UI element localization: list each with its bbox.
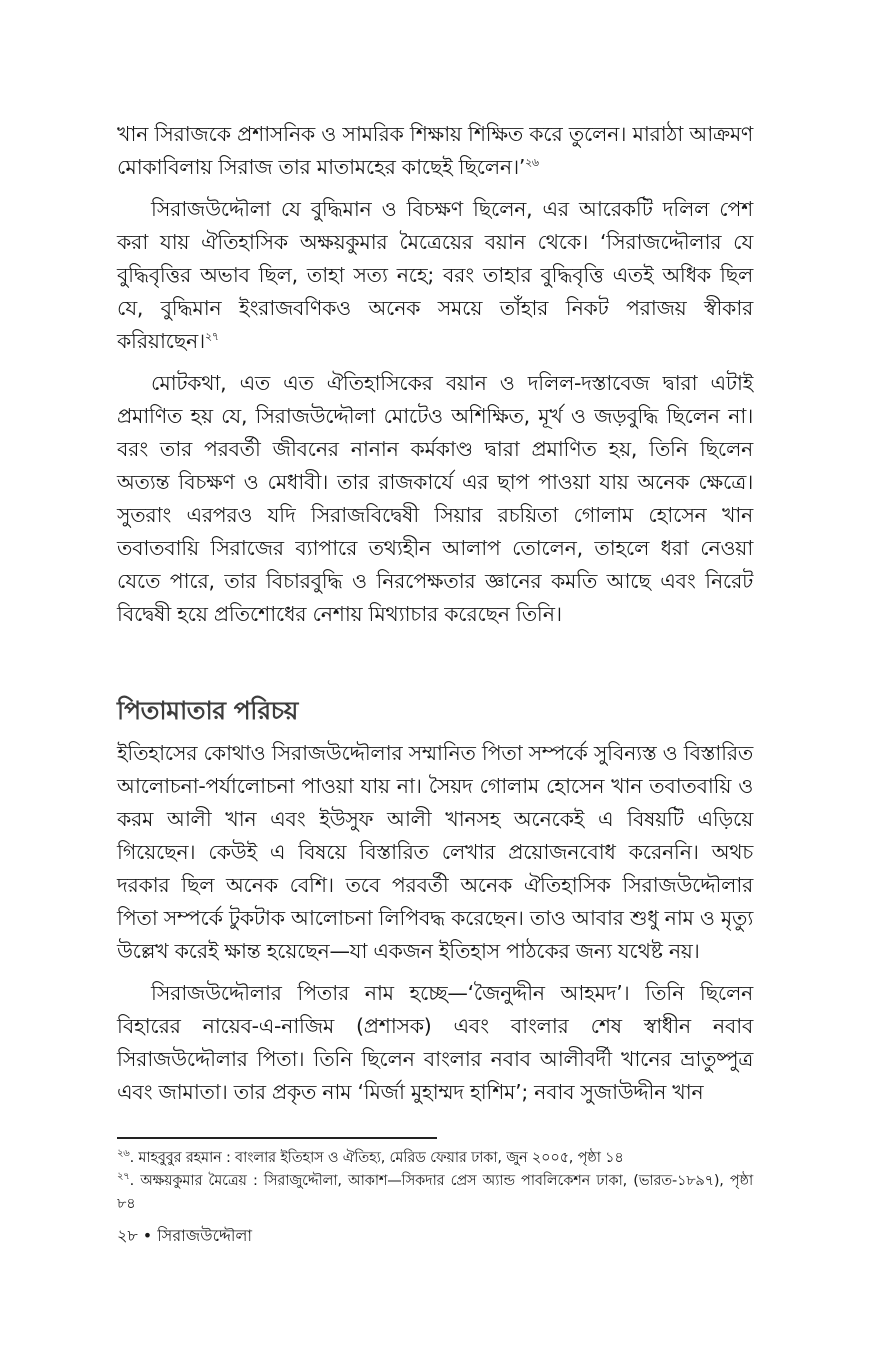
footnote-ref-27: ২৭ [204,330,219,344]
page-body [117,118,753,1109]
paragraph-3: মোটকথা, এত এত ঐতিহাসিকের বয়ান ও দলিল-দস্তাবেজ দ্বারা এটাই প্রমাণিত হয় যে, সিরাজউদ্দৌলা মোটেও অশিক্ষিত, মূর্খ ও জড়বুদ্ধি ছিলেন না। বরং তার পরবর্তী জীবনের নানান কর্মকাণ্ড দ্বারা প্রমাণিত হয়, তিনি ছিলেন অত্যন্ত বিচক্ষণ ও মেধাবী। তার রাজকার্যে এর ছাপ পাওয়া যায় অনেক ক্ষেত্রে। সুতরাং এরপরও যদি সিরাজবিদ্বেষী সিয়ার রচয়িতা গোলাম হোসেন খান তবাতবায়ি সিরাজের ব্যাপারে তথ্যহীন আলাপ তোলেন, তাহলে ধরা নেওয়া যেতে পারে, তার বিচারবুদ্ধি ও নিরপেক্ষতার জ্ঞানের কমতি আছে এবং নিরেট বিদ্বেষী হয়ে প্রতিশোধের নেশায় মিথ্যাচার করেছেন তিনি। [117,371,754,626]
footnote-27 [117,1170,753,1216]
footnote-ref-26: ২৬ [525,156,539,170]
page-footer [117,1224,252,1248]
footnote-text: . অক্ষয়কুমার মৈত্রেয় : সিরাজুদ্দৌলা, আকাশ—সিকদার প্রেস অ্যান্ড পাবলিকেশন ঢাকা, (ভারত-১৮৯৭), পৃষ্ঠা ৮৪ [117,1173,753,1212]
footnote-text: . মাহবুবুর রহমান : বাংলার ইতিহাস ও ঐতিহ্য, মেরিড ফেয়ার ঢাকা, জুন ২০০৫, পৃষ্ঠা ১৪ [129,1150,624,1166]
footnote-26 [117,1147,753,1170]
footnote-mark: ২৬ [117,1148,130,1160]
bullet-separator: • [142,1226,153,1245]
running-title: সিরাজউদ্দৌলা [157,1226,253,1245]
paragraph-1-text: খান সিরাজকে প্রশাসনিক ও সামরিক শিক্ষায় শিক্ষিত করে তুলেন। মারাঠা আক্রমণ মোকাবিলায় সিরাজ তার মাতামহের কাছেই ছিলেন।’ [117,122,753,179]
footnote-divider [117,1137,437,1139]
page-number: ২৮ [117,1226,138,1245]
paragraph-1 [117,118,753,184]
paragraph-4: ইতিহাসের কোথাও সিরাজউদ্দৌলার সম্মানিত পিতা সম্পর্কে সুবিন্যস্ত ও বিস্তারিত আলোচনা-পর্যালোচনা পাওয়া যায় না। সৈয়দ গোলাম হোসেন খান তবাতবায়ি ও করম আলী খান এবং ইউসুফ আলী খানসহ অনেকেই এ বিষয়টি এড়িয়ে গিয়েছেন। কেউই এ বিষয়ে বিস্তারিত লেখার প্রয়োজনবোধ করেননি। অথচ দরকার ছিল অনেক বেশি। তবে পরবর্তী অনেক ঐতিহাসিক সিরাজউদ্দৌলার পিতা সম্পর্কে টুকটাক আলোচনা লিপিবদ্ধ করেছেন। তাও আবার শুধু নাম ও মৃত্যু উল্লেখ করেই ক্ষান্ত হয়েছেন—যা একজন ইতিহাস পাঠকের জন্য যথেষ্ট নয়। [117,741,753,963]
section-heading: পিতামাতার পরিচয় [117,696,298,725]
paragraph-2-text: সিরাজউদ্দৌলা যে বুদ্ধিমান ও বিচক্ষণ ছিলেন, এর আরেকটি দলিল পেশ করা যায় ঐতিহাসিক অক্ষয়কুমার মৈত্রেয়ের বয়ান থেকে। ‘সিরাজদ্দৌলার যে বুদ্ধিবৃত্তির অভাব ছিল, তাহা সত্য নহে; বরং তাহার বুদ্ধিবৃত্তি এতই অধিক ছিল যে, বুদ্ধিমান ইংরাজবণিকও অনেক সময়ে তাঁহার নিকট পরাজয় স্বীকার করিয়াছেন। [117,197,753,353]
paragraph-2 [117,193,753,358]
paragraph-5: সিরাজউদ্দৌলার পিতার নাম হচ্ছে—‘জৈনুদ্দীন আহমদ’। তিনি ছিলেন বিহারের নায়েব-এ-নাজিম (প্রশাসক) এবং বাংলার শেষ স্বাধীন নবাব সিরাজউদ্দৌলার পিতা। তিনি ছিলেন বাংলার নবাব আলীবর্দী খানের ভ্রাতুষ্পুত্র এবং জামাতা। তার প্রকৃত নাম ‘মির্জা মুহাম্মদ হাশিম’; নবাব সুজাউদ্দীন খান [117,981,753,1104]
footnotes [117,1147,753,1216]
footnote-mark: ২৭ [117,1171,130,1183]
